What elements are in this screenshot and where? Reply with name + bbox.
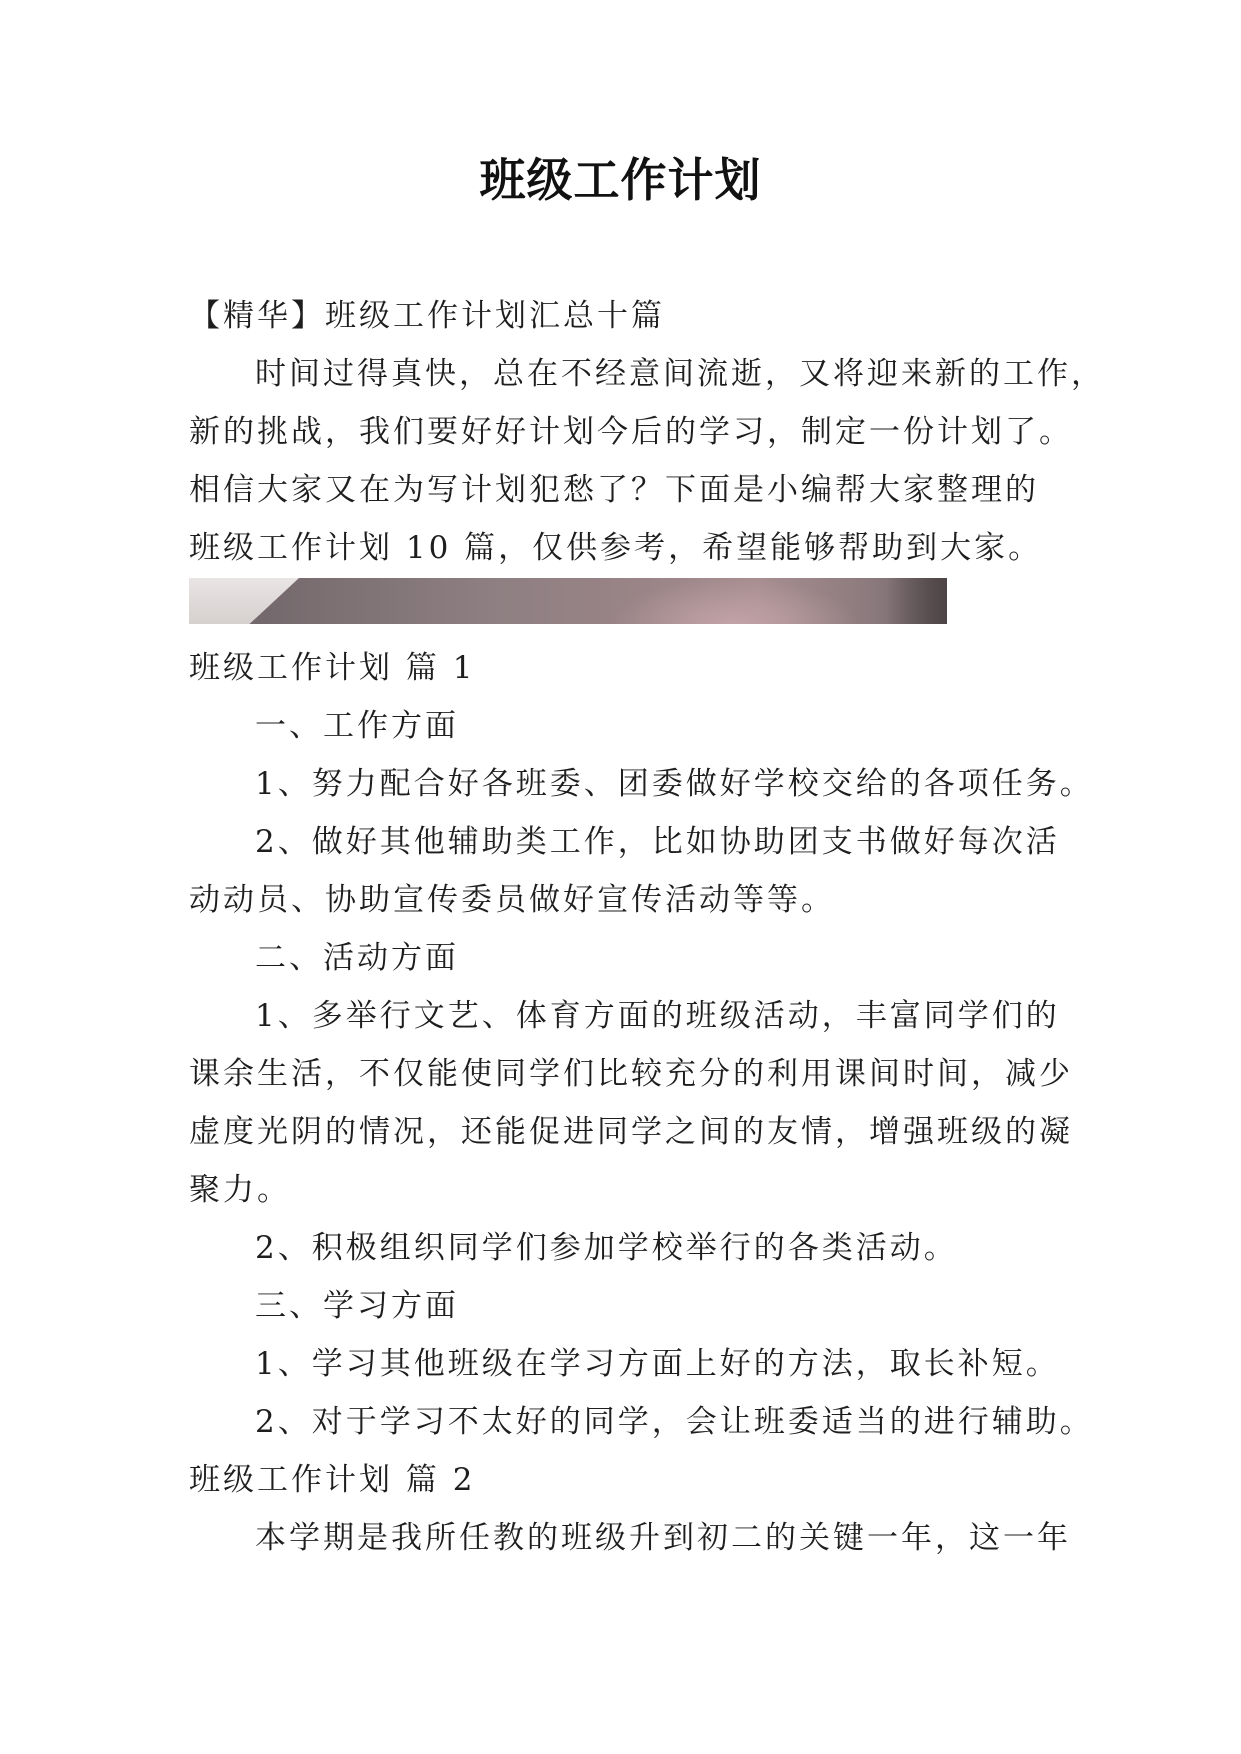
cropped-photo xyxy=(189,578,947,624)
photo-shade xyxy=(609,578,859,624)
intro-line: 新的挑战，我们要好好计划今后的学习，制定一份计划了。 xyxy=(189,414,1073,450)
subsection-heading: 一、工作方面 xyxy=(255,708,459,744)
subsection-heading: 二、活动方面 xyxy=(255,940,459,976)
intro-line: 相信大家又在为写计划犯愁了？下面是小编帮大家整理的 xyxy=(189,472,1039,508)
body-line: 本学期是我所任教的班级升到初二的关键一年，这一年 xyxy=(255,1520,1071,1556)
document-title: 班级工作计划 xyxy=(479,153,762,207)
section-heading-1: 班级工作计划 篇 1 xyxy=(189,650,476,686)
body-line: 1、多举行文艺、体育方面的班级活动，丰富同学们的 xyxy=(255,998,1060,1034)
intro-line: 时间过得真快，总在不经意间流逝，又将迎来新的工作， xyxy=(255,356,1105,392)
body-line: 动动员、协助宣传委员做好宣传活动等等。 xyxy=(189,882,835,918)
intro-line: 班级工作计划 10 篇，仅供参考，希望能够帮助到大家。 xyxy=(189,530,1043,566)
body-line: 1、努力配合好各班委、团委做好学校交给的各项任务。 xyxy=(255,766,1094,802)
body-line: 聚力。 xyxy=(189,1172,291,1208)
body-line: 1、学习其他班级在学习方面上好的方法，取长补短。 xyxy=(255,1346,1060,1382)
body-line: 课余生活，不仅能使同学们比较充分的利用课间时间，减少 xyxy=(189,1056,1073,1092)
photo-paper-corner xyxy=(189,578,299,624)
body-line: 虚度光阴的情况，还能促进同学之间的友情，增强班级的凝 xyxy=(189,1114,1073,1150)
section-heading-2: 班级工作计划 篇 2 xyxy=(189,1462,476,1498)
body-line: 2、积极组织同学们参加学校举行的各类活动。 xyxy=(255,1230,958,1266)
photo-rim xyxy=(887,578,947,624)
body-line: 2、对于学习不太好的同学，会让班委适当的进行辅助。 xyxy=(255,1404,1094,1440)
subsection-heading: 三、学习方面 xyxy=(255,1288,459,1324)
body-line: 2、做好其他辅助类工作，比如协助团支书做好每次活 xyxy=(255,824,1060,860)
document-subtitle: 【精华】班级工作计划汇总十篇 xyxy=(189,298,665,334)
